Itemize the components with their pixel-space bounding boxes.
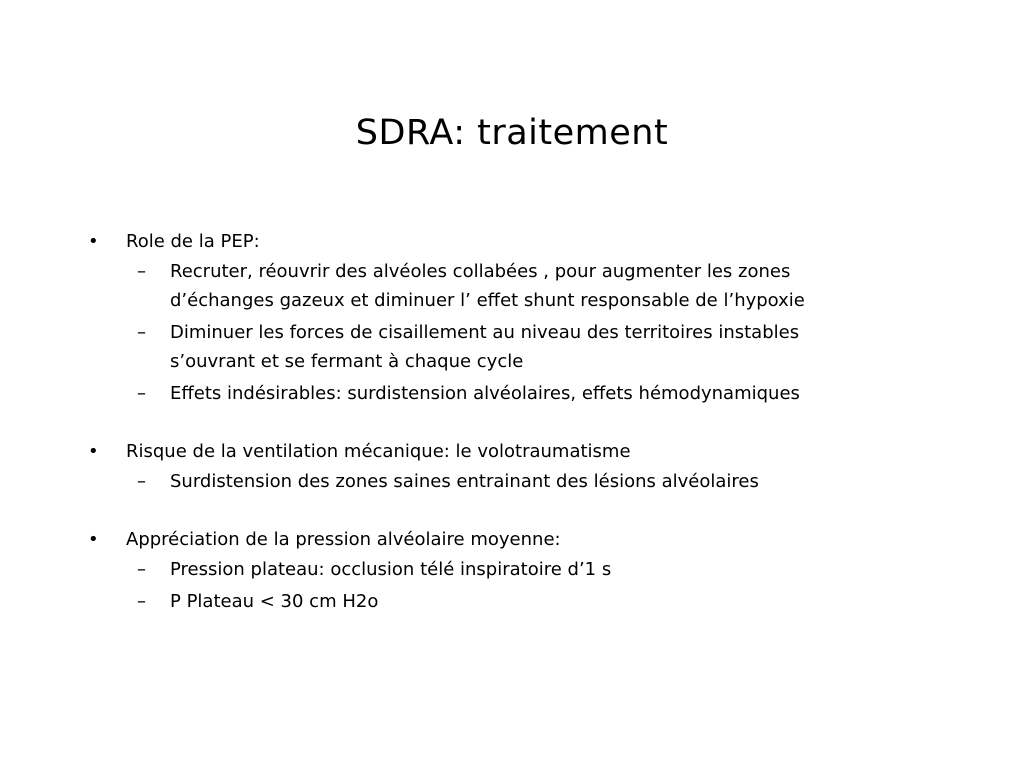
sub-bullet-line: Surdistension des zones saines entrainant des lésions alvéolaires (170, 471, 759, 492)
bullet-marker: • (88, 441, 99, 462)
bullet-item (86, 437, 946, 467)
dash-marker: – (137, 383, 146, 404)
bullet-item (86, 525, 946, 555)
bullet-section (86, 227, 946, 408)
dash-marker: – (137, 261, 146, 282)
bullet-marker: • (88, 529, 99, 550)
sub-bullet-line: Pression plateau: occlusion télé inspiratoire d’1 s (170, 559, 612, 580)
sub-bullet-item (86, 555, 946, 584)
sub-bullet-list (86, 555, 946, 616)
sub-bullet-item (86, 587, 946, 616)
dash-marker: – (137, 471, 146, 492)
bullet-text: Role de la PEP: (126, 231, 260, 252)
sub-bullet-line: Diminuer les forces de cisaillement au niveau des territoires instables (170, 322, 800, 343)
bullet-text: Risque de la ventilation mécanique: le volotraumatisme (126, 441, 631, 462)
bullet-item (86, 227, 946, 257)
sub-bullet-item (86, 318, 946, 376)
dash-marker: – (137, 591, 146, 612)
bullet-text: Appréciation de la pression alvéolaire moyenne: (126, 529, 561, 550)
sub-bullet-line: Effets indésirables: surdistension alvéolaires, effets hémodynamiques (170, 383, 800, 404)
bullet-marker: • (88, 231, 99, 252)
bullet-section (86, 437, 946, 496)
sub-bullet-line: d’échanges gazeux et diminuer l’ effet shunt responsable de l’hypoxie (170, 290, 805, 311)
slide-title: SDRA: traitement (355, 113, 669, 153)
dash-marker: – (137, 322, 146, 343)
sub-bullet-line: P Plateau < 30 cm H2o (170, 591, 379, 612)
sub-bullet-list (86, 257, 946, 408)
sub-bullet-item (86, 379, 946, 408)
slide-content (86, 227, 946, 619)
dash-marker: – (137, 559, 146, 580)
sub-bullet-list (86, 467, 946, 496)
sub-bullet-line: s’ouvrant et se fermant à chaque cycle (170, 351, 524, 372)
sub-bullet-item (86, 257, 946, 315)
bullet-section (86, 525, 946, 616)
sub-bullet-line: Recruter, réouvrir des alvéoles collabées , pour augmenter les zones (170, 261, 791, 282)
sub-bullet-item (86, 467, 946, 496)
